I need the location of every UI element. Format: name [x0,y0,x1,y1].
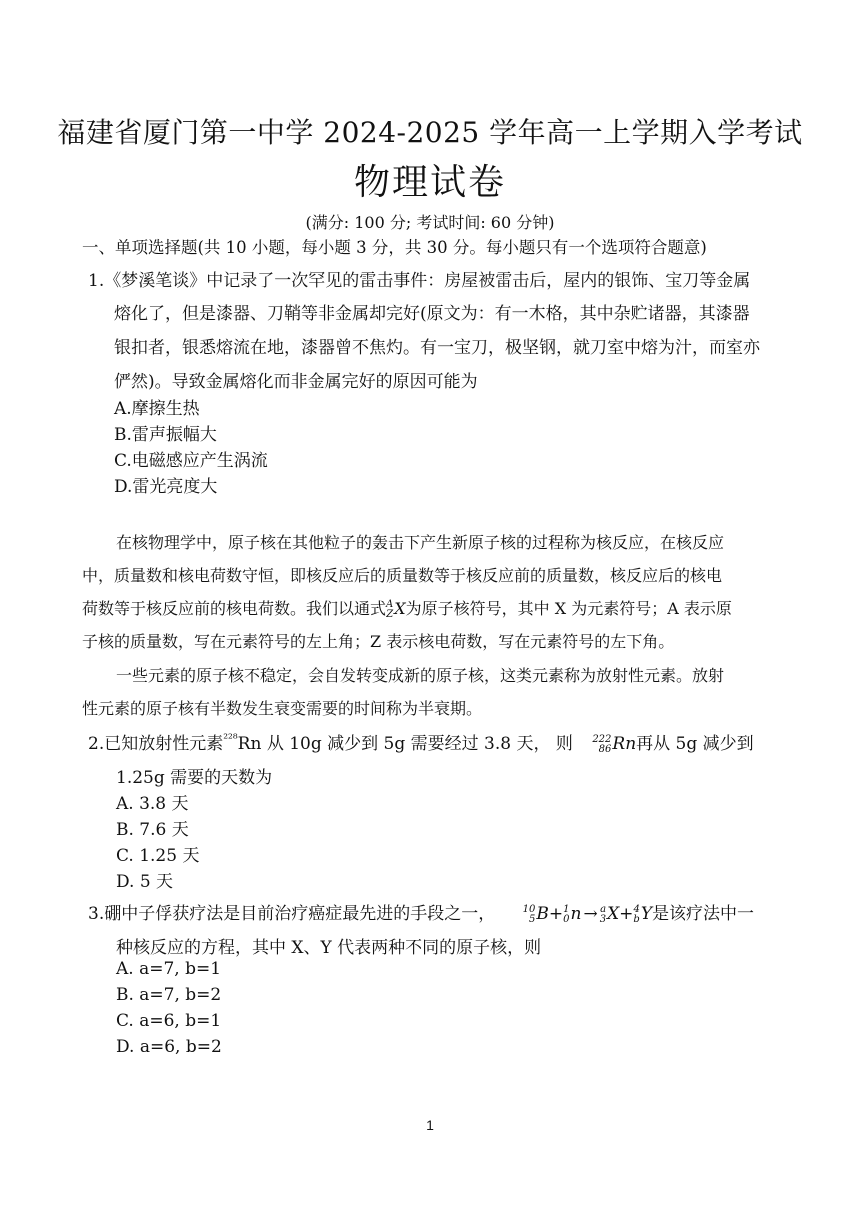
x-mass: a [600,903,607,915]
x-symbol: X [607,904,620,924]
page-number: 1 [426,1117,434,1133]
q3-option-c: C. a=6, b=1 [116,1011,222,1031]
passage-p2-line2: 性元素的原子核有半数发生衰变需要的时间称为半衰期。 [82,699,483,718]
q1-option-b: B.雷声振幅大 [114,425,217,445]
exam-title-line2: 物理试卷 [353,162,506,203]
passage-p1-line1: 在核物理学中，原子核在其他粒子的轰击下产生新原子核的过程称为核反应，在核反应 [116,533,725,552]
neutron-symbol: n [570,904,582,924]
boron-charge: 5 [528,913,536,925]
q1-option-a: A.摩擦生热 [114,399,200,419]
plus-sign-1: + [548,904,564,924]
q3-line1-a: 3.硼中子俘获疗法是目前治疗癌症最先进的手段之一， [88,904,496,924]
q2-option-b: B. 7.6 天 [116,820,189,840]
neutron-stack [563,905,569,925]
plus-sign-2: + [619,904,634,924]
isotope-general-stack [386,600,393,620]
passage-p2-line1: 一些元素的原子核不稳定，会自发转变成新的原子核，这类元素称为放射性元素。放射 [116,666,725,685]
neutron-charge: 0 [563,913,570,925]
q3-line2: 种核反应的方程，其中 X、Y 代表两种不同的原子核，则 [116,938,542,958]
q2-line1-c: 再从 5g 减少到 [636,734,754,754]
boron-symbol: B [536,904,549,924]
radon-mass-number: 222 [592,733,612,745]
x-charge: 3 [599,913,607,925]
q3-line1 [88,899,754,925]
passage-p1-line4: 子核的质量数，写在元素符号的左上角；Z 表示核电荷数，写在元素符号的左下角。 [82,632,675,651]
q1-option-d: D.雷光亮度大 [114,477,218,497]
y-mass: 4 [633,903,640,915]
q2-option-d: D. 5 天 [116,872,174,892]
y-nucleus-stack [633,905,639,925]
radon-charge-number: 86 [598,743,612,755]
q3-line1-b: 是该疗法中一 [652,904,755,924]
isotope-general-symbol: X [394,599,406,618]
q1-option-c: C.电磁感应产生涡流 [114,451,268,471]
q2-line1 [88,729,754,755]
y-charge: b [633,913,640,925]
q1-line4: 俨然)。导致金属熔化而非金属完好的原因可能为 [114,372,478,392]
passage-p1-line3 [82,596,732,620]
reaction-arrow: → [583,904,598,924]
y-symbol: Y [640,904,653,924]
q3-option-d: D. a=6, b=2 [116,1037,222,1057]
section-heading: 一、单项选择题(共 10 小题，每小题 3 分，共 30 分。每小题只有一个选项符合题意) [82,238,707,257]
q1-line3: 银扣者，银悉熔流在地，漆器曾不焦灼。有一宝刀，极坚钢，就刀室中熔为汁，而室亦 [114,338,760,358]
x-nucleus-stack [600,905,606,925]
q2-line1-b: Rn 从 10g 减少到 5g 需要经过 3.8 天， 则 [237,734,573,754]
q1-line2: 熔化了，但是漆器、刀鞘等非金属却完好(原文为：有一木格，其中杂贮诸器，其漆器 [114,304,750,324]
q2-option-c: C. 1.25 天 [116,846,200,866]
neutron-mass: 1 [563,903,570,915]
q2-option-a: A. 3.8 天 [116,794,189,814]
exam-title-line1: 福建省厦门第一中学 2024-2025 学年高一上学期入学考试 [57,116,803,149]
boron-mass: 10 [522,903,536,915]
isotope-general-mass: A [386,598,394,610]
q2-line2: 1.25g 需要的天数为 [116,768,273,788]
isotope-general-charge: Z [386,608,394,620]
q3-option-b: B. a=7, b=2 [116,985,222,1005]
exam-subtitle: (满分: 100 分; 考试时间: 60 分钟) [305,213,555,232]
passage-p1-line2: 中，质量数和核电荷数守恒，即核反应后的质量数等于核反应前的质量数，核反应后的核电 [82,566,723,585]
q2-garbled-superscript: ²²⁸ [223,731,238,746]
q2-line1-a: 2.已知放射性元素 [88,734,224,754]
radon-symbol: Rn [612,734,637,754]
q3-option-a: A. a=7, b=1 [116,959,222,979]
q1-line1: 1.《梦溪笔谈》中记录了一次罕见的雷击事件：房屋被雷击后，屋内的银饰、宝刀等金属 [88,271,751,291]
radon-isotope-stack [592,735,611,755]
passage-p1-line3-a: 荷数等于核反应前的核电荷数。我们以通式 [82,599,387,618]
boron-isotope-stack [523,905,536,925]
passage-p1-line3-b: 为原子核符号，其中 X 为元素符号；A 表示原 [405,599,732,618]
